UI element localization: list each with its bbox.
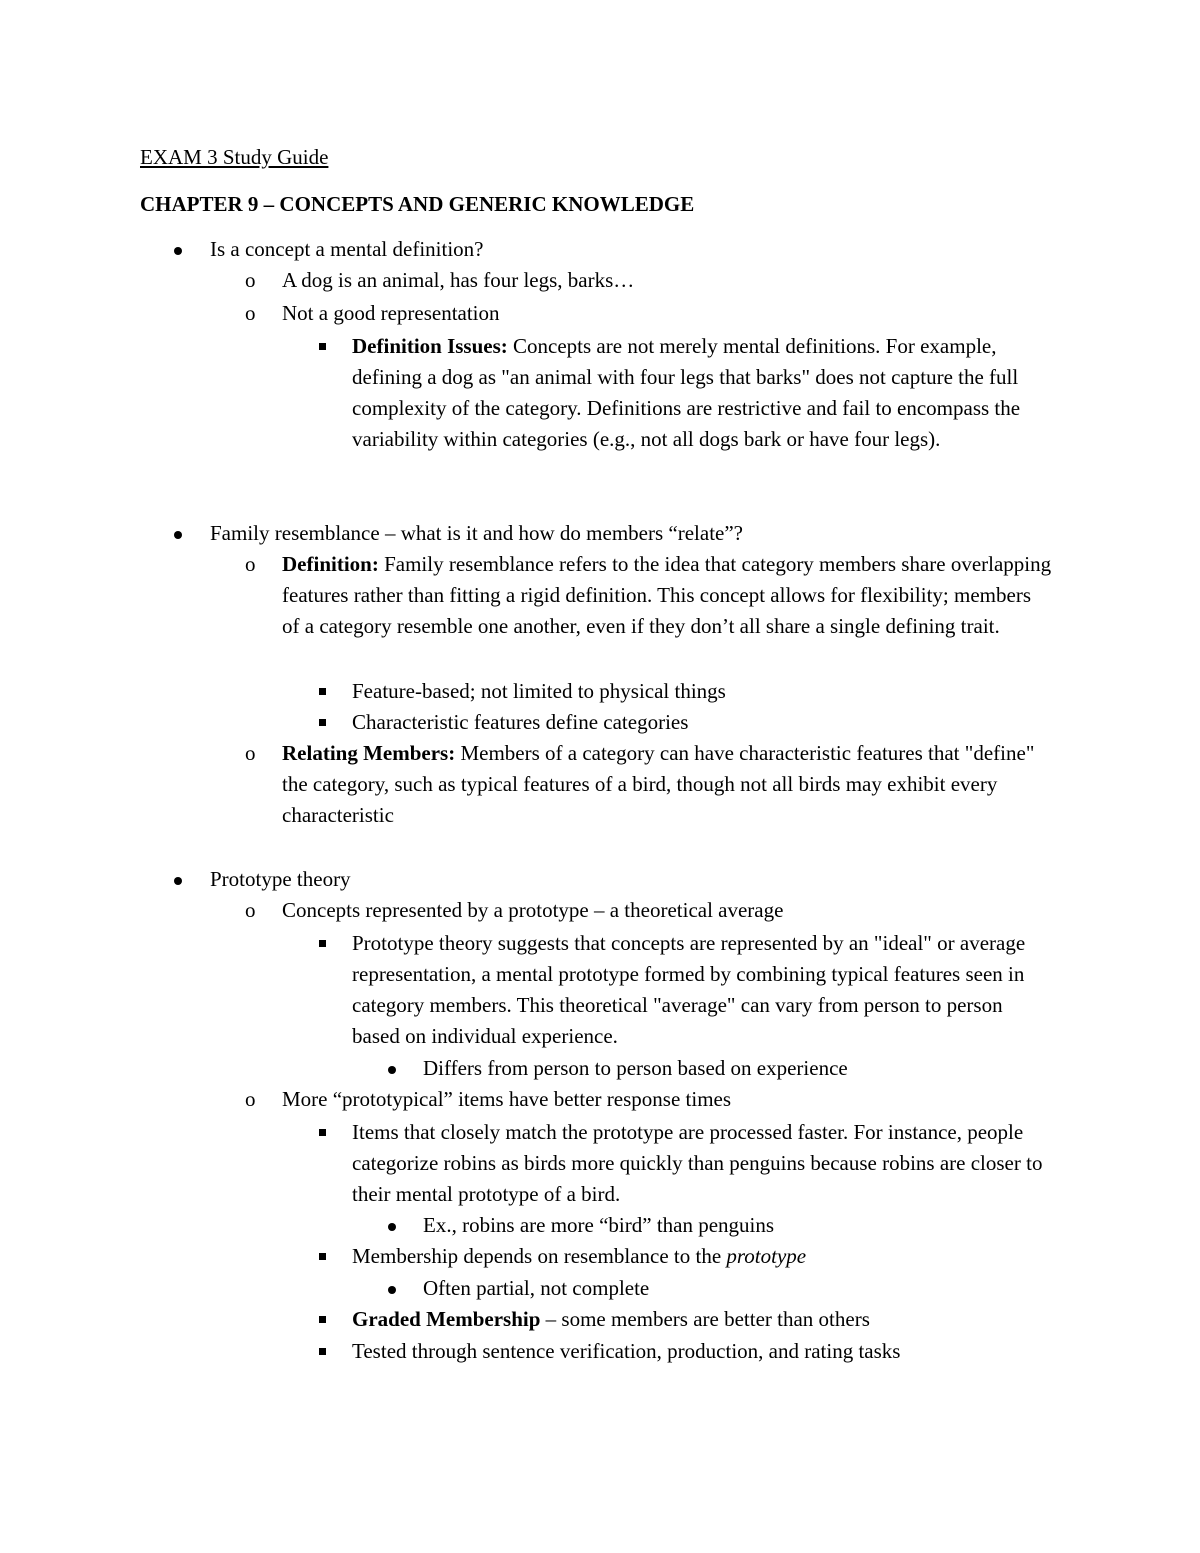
chapter-heading: CHAPTER 9 – CONCEPTS AND GENERIC KNOWLEDGE	[140, 192, 695, 216]
item-label: Definition:	[282, 552, 379, 576]
item-text: Is a concept a mental definition?	[210, 237, 484, 261]
item-text: Ex., robins are more “bird” than penguins	[423, 1213, 775, 1237]
list-item	[352, 1241, 1052, 1272]
square-bullet-icon	[319, 719, 326, 726]
list-item	[245, 895, 1052, 926]
item-text: A dog is an animal, has four legs, barks…	[282, 268, 635, 292]
circle-bullet-icon: o	[245, 898, 256, 922]
item-text: More “prototypical” items have better response times	[282, 1087, 732, 1111]
square-bullet-icon	[319, 688, 326, 695]
bullet-icon	[174, 247, 182, 255]
list-item	[210, 234, 1050, 265]
item-emphasis: prototype	[726, 1244, 807, 1268]
item-text: Items that closely match the prototype are processed faster. For instance, people categorize robins as birds more quickly than penguins because robins are closer to their mental prototype of a bird.	[352, 1120, 1043, 1206]
square-bullet-icon	[319, 343, 326, 350]
item-text: Tested through sentence verification, production, and rating tasks	[352, 1339, 901, 1363]
circle-bullet-icon: o	[245, 1087, 256, 1111]
item-text: Concepts are not merely mental definitions. For example, defining a dog as "an animal with four legs that barks" does not capture the full complexity of the category. Definitions are restrictive and fail to encompass the variability within categories (e.g., not all dogs bark or have four legs).	[352, 334, 1021, 451]
circle-bullet-icon: o	[245, 552, 256, 576]
item-text: Feature-based; not limited to physical things	[352, 679, 726, 703]
item-label: Relating Members:	[282, 741, 456, 765]
item-text: Differs from person to person based on experience	[423, 1056, 848, 1080]
list-item	[423, 1210, 1053, 1241]
list-item	[352, 928, 1052, 1052]
square-bullet-icon	[319, 1348, 326, 1355]
item-text: Characteristic features define categories	[352, 710, 689, 734]
list-item	[352, 331, 1052, 455]
bullet-icon	[174, 877, 182, 885]
square-bullet-icon	[319, 1253, 326, 1260]
item-text: Prototype theory suggests that concepts are represented by an "ideal" or average representation, a mental prototype formed by combining typical features seen in category members. This theoretical "average" can vary from person to person based on individual experience.	[352, 931, 1026, 1048]
bullet-icon	[174, 531, 182, 539]
item-text: Prototype theory	[210, 867, 351, 891]
item-text: Often partial, not complete	[423, 1276, 650, 1300]
bullet-icon	[388, 1286, 396, 1294]
list-item	[352, 1336, 1052, 1367]
list-item	[245, 265, 1052, 296]
list-item	[352, 1304, 1052, 1335]
circle-bullet-icon: o	[245, 268, 256, 292]
item-text: Membership depends on resemblance to the	[352, 1244, 727, 1268]
circle-bullet-icon: o	[245, 301, 256, 325]
item-label: Graded Membership	[352, 1307, 541, 1331]
bullet-icon	[388, 1223, 396, 1231]
item-text: Family resemblance – what is it and how do members “relate”?	[210, 521, 743, 545]
item-text: – some members are better than others	[540, 1307, 870, 1331]
item-text: Concepts represented by a prototype – a theoretical average	[282, 898, 784, 922]
list-item	[245, 738, 1052, 831]
item-label: Definition Issues:	[352, 334, 508, 358]
bullet-icon	[388, 1066, 396, 1074]
circle-bullet-icon: o	[245, 741, 256, 765]
item-text: Members of a category can have characteristic features that "define" the category, such as typical features of a bird, though not all birds may exhibit every characteristic	[282, 741, 1035, 827]
list-item	[423, 1273, 1053, 1304]
item-text: Not a good representation	[282, 301, 500, 325]
list-item	[245, 1084, 1052, 1115]
list-item	[245, 549, 1052, 642]
square-bullet-icon	[319, 1316, 326, 1323]
list-item	[352, 707, 1052, 738]
square-bullet-icon	[319, 1129, 326, 1136]
list-item	[352, 676, 1052, 707]
list-item	[352, 1117, 1052, 1210]
list-item	[210, 864, 1050, 895]
list-item	[423, 1053, 1053, 1084]
square-bullet-icon	[319, 940, 326, 947]
item-text: Family resemblance refers to the idea that category members share overlapping features rather than fitting a rigid definition. This concept allows for flexibility; members of a category resemble one another, even if they don’t all share a single defining trait.	[282, 552, 1052, 638]
list-item	[210, 518, 1050, 549]
document-title: EXAM 3 Study Guide	[140, 145, 329, 169]
list-item	[245, 298, 1052, 329]
